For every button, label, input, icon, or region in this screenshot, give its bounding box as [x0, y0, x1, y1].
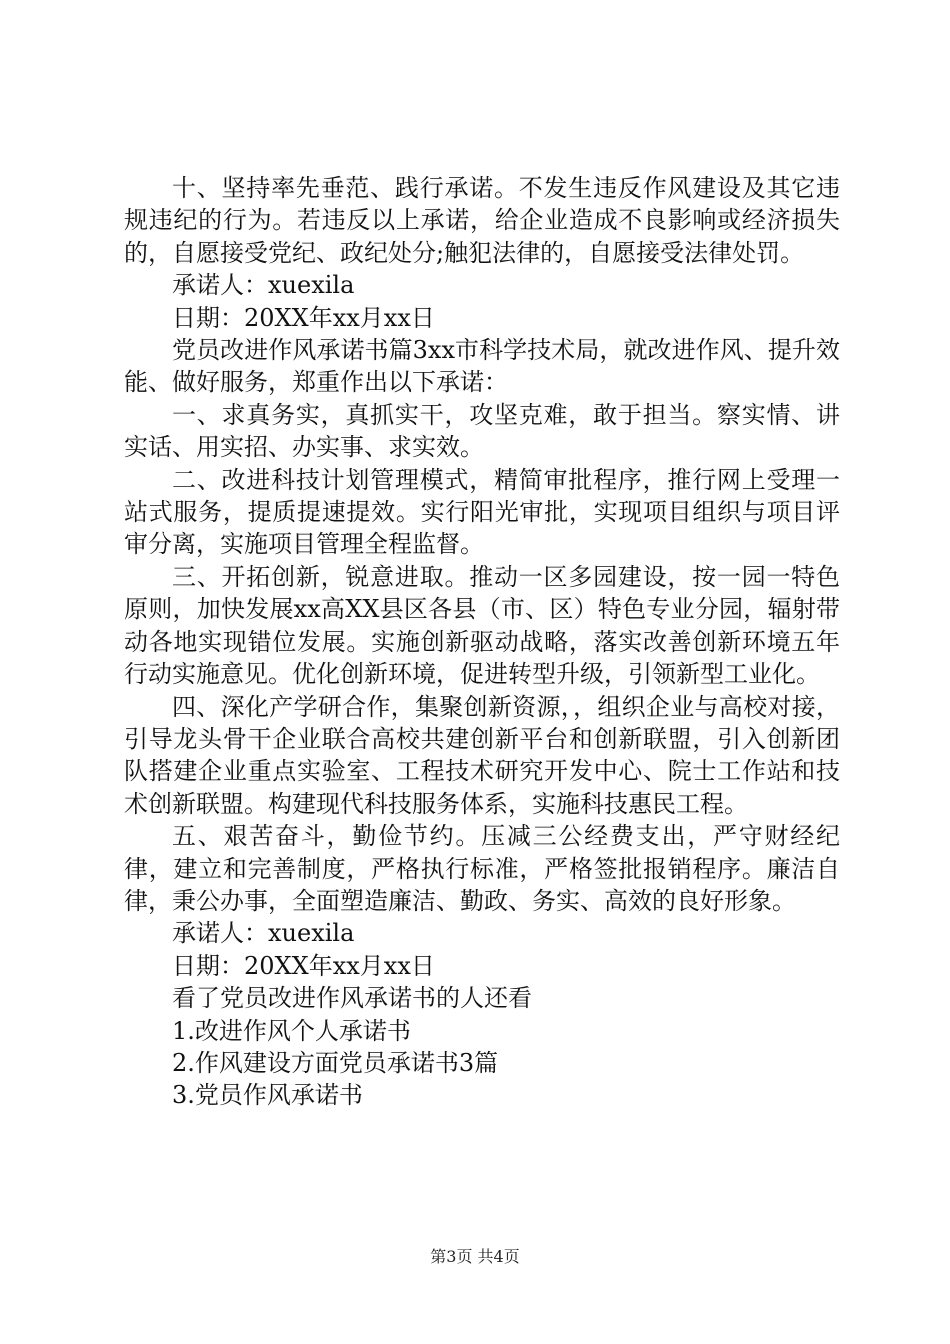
date-line: 日期：20XX年xx月xx日	[172, 303, 435, 332]
paragraph-commitment-1: 一、求真务实，真抓实干，攻坚克难，敢于担当。察实情、讲实话、用实招、办实事、求实效。	[124, 400, 840, 462]
document-body	[124, 172, 840, 1112]
paragraph-commitment-5: 五、艰苦奋斗，勤俭节约。压减三公经费支出，严守财经纪律，建立和完善制度，严格执行标准，严格签批报销程序。廉洁自律，秉公办事，全面塑造廉洁、勤政、务实、高效的良好形象。	[124, 822, 840, 915]
signature-line: 承诺人：xuexila	[172, 271, 355, 300]
paragraph-commitment-2: 二、改进科技计划管理模式，精简审批程序，推行网上受理一站式服务，提质提速提效。实行阳光审批，实现项目组织与项目评审分离，实施项目管理全程监督。	[124, 465, 840, 559]
related-link-2[interactable]: 2.作风建设方面党员承诺书3篇	[172, 1048, 499, 1077]
signature-line: 承诺人：xuexila	[172, 919, 355, 948]
paragraph-intro-3: 党员改进作风承诺书篇3xx市科学技术局，就改进作风、提升效能、做好服务，郑重作出以下承诺：	[124, 336, 840, 397]
date-line: 日期：20XX年xx月xx日	[172, 951, 435, 980]
related-heading: 看了党员改进作风承诺书的人还看	[172, 984, 532, 1013]
paragraph-commitment-4: 四、深化产学研合作，集聚创新资源，，组织企业与高校对接，引导龙头骨干企业联合高校共建创新平台和创新联盟，引入创新团队搭建企业重点实验室、工程技术研究开发中心、院士工作站和技术创新联盟。构建现代科技服务体系，实施科技惠民工程。	[124, 692, 840, 818]
page-footer: 第3页 共4页	[430, 1247, 520, 1266]
related-link-1[interactable]: 1.改进作风个人承诺书	[172, 1016, 411, 1045]
paragraph-commitment-10: 十、坚持率先垂范、践行承诺。不发生违反作风建设及其它违规违纪的行为。若违反以上承诺，给企业造成不良影响或经济损失的，自愿接受党纪、政纪处分;触犯法律的，自愿接受法律处罚。	[124, 174, 840, 267]
paragraph-commitment-3: 三、开拓创新，锐意进取。推动一区多园建设，按一园一特色原则，加快发展xx高XX县区各县（市、区）特色专业分园，辐射带动各地实现错位发展。实施创新驱动战略，落实改善创新环境五年行动实施意见。优化创新环境，促进转型升级，引领新型工业化。	[124, 562, 840, 689]
related-link-3[interactable]: 3.党员作风承诺书	[172, 1081, 363, 1110]
